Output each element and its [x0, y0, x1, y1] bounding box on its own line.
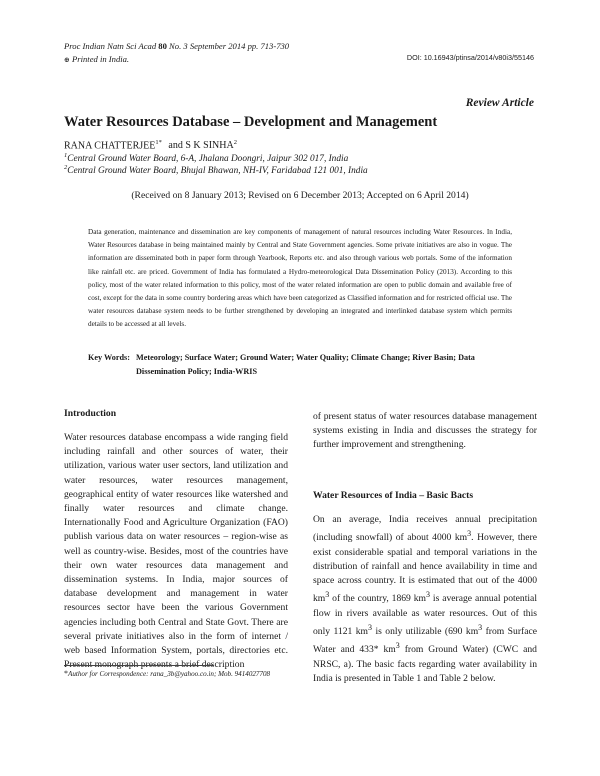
- author-list: RANA $CHATTERJEE^{1*}$ and S K SINHA$^2$: [64, 139, 237, 152]
- printed-note: ⊕ Printed in India.: [64, 54, 130, 64]
- affiliation: $^2$Central Ground Water Board, Bhujal Bhawan, NH-IV, Faridabad 121 001, India: [64, 164, 368, 177]
- article-type: Review Article: [465, 97, 534, 109]
- journal-citation: Proc Indian Natn Sci Acad 80 No. 3 September 2014 pp. 713-730: [64, 41, 290, 51]
- author-connector: and S K SINHA: [168, 140, 234, 152]
- keywords-label: Key Words:: [88, 353, 130, 362]
- keywords: [88, 351, 512, 379]
- printed-icon: ⊕: [64, 56, 70, 64]
- section-heading: Introduction: [64, 408, 117, 419]
- affiliation: $^1$Central Ground Water Board, 6-A, Jhalana Doongri, Jaipur 302 017, India: [64, 152, 349, 165]
- intro-paragraph: Water resources database encompass a wide ranging field including rainfall and other sources of water, their utilization, various water user sectors, land utilization and water resources, water resources management, geographical entity of water resources like watershed and finally water resources and climate change. Internationally Food and Agriculture Organization (FAO) publish various data on water resources – region-wise as well as country-wise. Besides, most of the countries have their own water resources data management and dissemination systems. In India, major sources of database development and management in water resources sector have been the various Government agencies including both Central and State Govt. There are several private initiatives also in the form of internet / web based Information System, portals, directories etc. Present monograph presents a brief description: [64, 432, 288, 671]
- section2-paragraph: On an average, India receives annual precipitation (including snowfall) of about 4000 $km^3$. However, there exist considerable spatial and temporal variations in the distribution of rainfall and hence availability in time and space across country. It is estimated that out of the 4000 $km^3$ of the country, 1869 $km^3$ is average annual potential flow in rivers available as water resources. Out of this only 1121 $km^3$ is only utilizable (690 $km^3$ from Surface Water and 433* $km^3$ from Ground Water) (CWC and NRSC, a). The basic facts regarding water availability in India is presented in Table 1 and Table 2 below.: [313, 514, 537, 684]
- section-heading: Water Resources of India – Basic Bacts: [313, 490, 474, 501]
- intro-continued: of present status of water resources database management systems existing in India and discusses the strategy for further improvement and strengthening.: [313, 411, 537, 451]
- paper-title: Water Resources Database – Development and Management: [64, 114, 438, 130]
- footnote-rule: [64, 665, 214, 666]
- author-name: RANA CHATTERJEE: [64, 140, 156, 152]
- asterisk-icon: *: [64, 669, 68, 678]
- abstract: Data generation, maintenance and dissemination are key components of management of natural resources including Water Resources. In India, Water Resources database in being maintained mainly by Central and State Government agencies. Some private initiatives are also in vogue. The information are disseminated both in paper form through Yearbook, Reports etc. and also through various web portals. Some of the information like rainfall etc. are priced. Government of India has formulated a Hydro-meteorological Data Dissemination Policy (2013). According to this policy, most of the water related information to this policy, most of the water related information are open to public domain and available free of cost, except for the data in some country bordering areas which have been categorized as Classified information and for restricted official use. The water resources database system needs to be further strengthened by developing an integrated and interlinked database system which permits details to be accessed at all levels.: [88, 228, 512, 329]
- received-dates: (Received on 8 January 2013; Revised on 6 December 2013; Accepted on 6 April 2014): [131, 190, 469, 201]
- doi[interactable]: DOI: 10.16943/ptinsa/2014/v80i3/55146: [406, 53, 534, 62]
- keywords-text: Meteorology; Surface Water; Ground Water; Water Quality; Climate Change; River Basin; Data Dissemination Policy; India-WRIS: [136, 353, 475, 376]
- footnote: *Author for Correspondence: rana_3b@yahoo.co.in; Mob. 9414027708: [64, 669, 271, 678]
- journal-header: [64, 40, 289, 67]
